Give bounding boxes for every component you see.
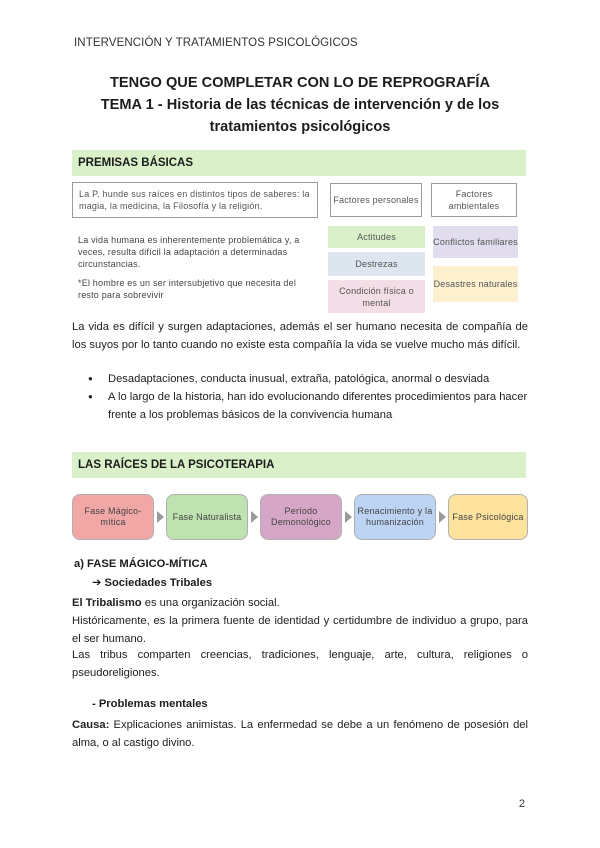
personal-factors-title: Factores personales (333, 195, 419, 205)
personal-factors-box (330, 183, 422, 217)
destrezas-box (328, 252, 425, 276)
flow-step-label: Renacimiento y la humanización (357, 506, 433, 527)
flow-step-naturalista (166, 494, 248, 540)
flow-arrow-icon (251, 511, 258, 523)
desastres-box (433, 266, 518, 302)
identity-paragraph: Históricamente, es la primera fuente de identidad y certidumbre de individuo a grupo, para el ser humano. (72, 615, 528, 645)
condicion-label: Condición física o mental (339, 285, 414, 308)
premisas-bullets (88, 370, 528, 424)
tribalismo-definition: es una organización social. (141, 597, 280, 609)
tribes-paragraph: Las tribus comparten creencias, tradiciones, lenguaje, arte, cultura, religiones o pseudoreligiones. (72, 649, 528, 679)
flow-step-label: Fase Naturalista (172, 511, 242, 522)
fase-magico-heading: a) FASE MÁGICO-MÍTICA (74, 558, 208, 570)
section-heading-premisas: PREMISAS BÁSICAS (72, 150, 526, 176)
difficulty-text: La vida humana es inherentemente problemática y, a veces, resulta difícil la adaptación a determinadas circunstancias. (78, 235, 300, 269)
actitudes-box (328, 226, 425, 248)
actitudes-label: Actitudes (357, 232, 396, 242)
causa-paragraph (72, 716, 528, 752)
causa-label: Causa: (72, 719, 110, 731)
flow-step-renacimiento (354, 494, 436, 540)
flow-step-label: Período Demonológico (271, 506, 331, 527)
title-line-2: TEMA 1 - Historia de las técnicas de intervención y de los (100, 97, 500, 113)
running-header: INTERVENCIÓN Y TRATAMIENTOS PSICOLÓGICOS (74, 37, 358, 49)
desastres-label: Desastres naturales (433, 279, 518, 289)
flow-step-label: Fase Psicológica (452, 511, 524, 522)
document-title (60, 72, 540, 138)
title-line-3: tratamientos psicológicos (209, 119, 391, 135)
origin-text: La P. hunde sus raíces en distintos tipos de saberes: la magia, la medicina, la Filosofía y la religión. (79, 189, 310, 211)
flow-arrow-icon (157, 511, 164, 523)
origin-box (72, 182, 318, 218)
tribalismo-paragraph (72, 594, 528, 612)
sociedades-subheading: ➔ Sociedades Tribales (92, 577, 213, 589)
conflictos-label: Conflictos familiares (433, 237, 518, 247)
section-heading-raices: LAS RAÍCES DE LA PSICOTERAPIA (72, 452, 526, 478)
page-number: 2 (518, 798, 525, 810)
flow-step-demonologico (260, 494, 342, 540)
flow-arrow-icon (345, 511, 352, 523)
problemas-heading: - Problemas mentales (92, 698, 208, 710)
social-text: *El hombre es un ser intersubjetivo que necesita del resto para sobrevivir (78, 278, 297, 300)
flow-step-magico-mitica (72, 494, 154, 540)
tribalismo-term: El Tribalismo (72, 597, 142, 609)
title-line-1: TENGO QUE COMPLETAR CON LO DE REPROGRAFÍA (110, 75, 490, 91)
flow-step-label: Fase Mágico-mítica (84, 506, 142, 527)
bullet-item: ● A lo largo de la historia, han ido evolucionando diferentes procedimientos para hacer frente a los problemas básicos de la convivencia humana (88, 388, 528, 424)
causa-text: Explicaciones animistas. La enfermedad se debe a un fenómeno de posesión del alma, o al castigo divino. (72, 719, 528, 749)
environmental-factors-title: Factores ambientales (448, 189, 500, 211)
flow-step-psicologica (448, 494, 528, 540)
destrezas-label: Destrezas (355, 259, 398, 269)
bullet-item: ● Desadaptaciones, conducta inusual, extraña, patológica, anormal o desviada (88, 370, 528, 388)
flow-arrow-icon (439, 511, 446, 523)
environmental-factors-box (431, 183, 517, 217)
premisas-paragraph: La vida es difícil y surgen adaptaciones, además el ser humano necesita de compañía de los suyos por lo tanto cuando no existe esta compañía la vida se vuelve mucho más difícil. (72, 321, 528, 351)
conflictos-box (433, 226, 518, 258)
condicion-box (328, 280, 425, 313)
